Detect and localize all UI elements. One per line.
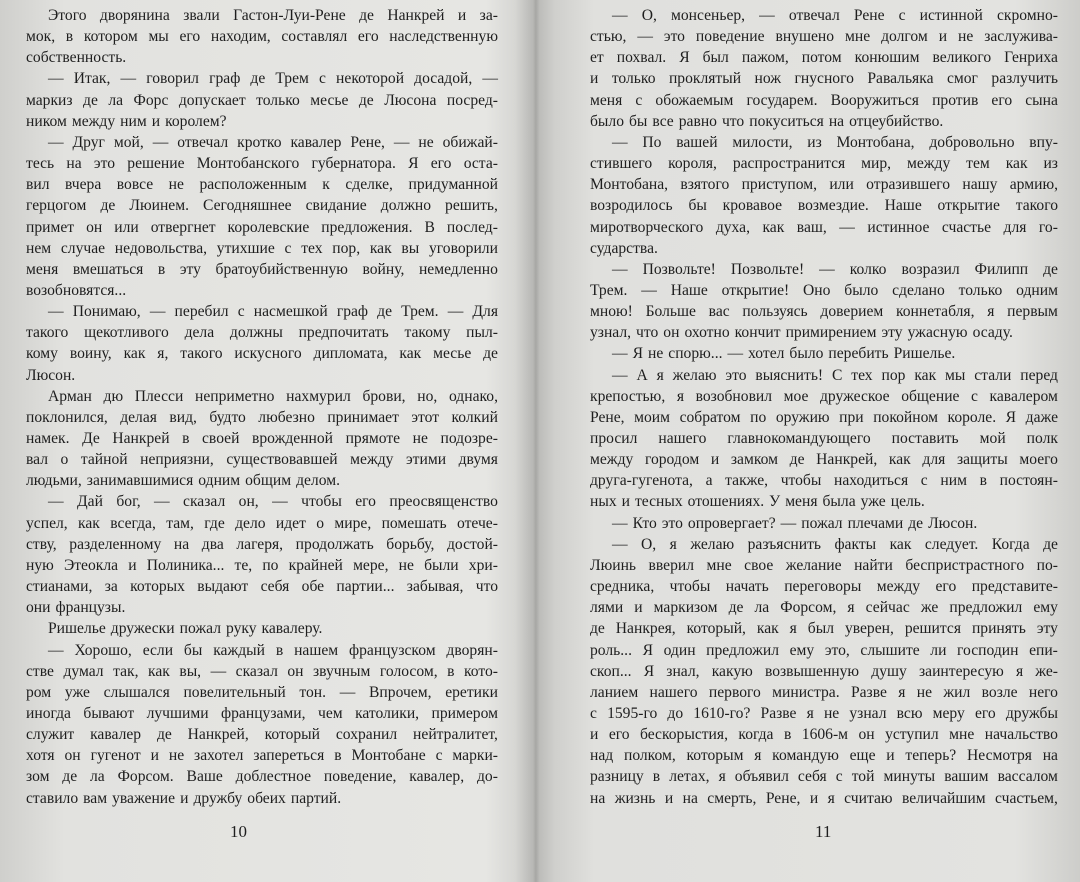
text-line: мок, в котором мы его находим, составлял его наследственную xyxy=(26,28,498,46)
text-line: герцогом де Люинем. Сегодняшнее свидание должно решить, xyxy=(26,197,498,215)
text-line: успел, как всегда, там, где дело идет о мире, помешать отече- xyxy=(26,514,498,532)
text-line: Трем. — Наше открытие! Оно было сделано только одним xyxy=(590,281,1058,299)
text-line: и только проклятый нож гнусного Равальяка смог разлучить xyxy=(590,70,1058,88)
text-line: они французы. xyxy=(26,599,126,617)
text-line: ет похвал. Я был пажом, потом конюшим великого Генриха xyxy=(590,49,1058,67)
text-line: Рене, моим собратом по оружию при покойном короле. Я даже xyxy=(590,408,1058,426)
text-line: кому воину, как я, такого искусного дипломата, как месье де xyxy=(26,345,498,363)
text-line: было бы все равно что покуситься на отцеубийство. xyxy=(590,112,944,130)
text-line: нем случае недовольства, утихшие с тех пор, как вы уговорили xyxy=(26,239,498,257)
text-line: меня вмешаться в эту братоубийственную войну, немедленно xyxy=(26,260,498,278)
page-number-left: 10 xyxy=(230,822,247,841)
text-line: скоп... Я знал, какую возвышенную душу заинтересую я же- xyxy=(590,662,1058,680)
text-line: — А я желаю это выяснить! С тех пор как мы стали перед xyxy=(612,366,1058,384)
text-line: Арман дю Плесси неприметно нахмурил брови, но, однако, xyxy=(48,387,498,405)
text-line: — Дай бог, — сказал он, — чтобы его преосвященство xyxy=(48,493,498,511)
text-line: возобновятся... xyxy=(26,281,127,299)
text-line: роль... Я один предложил ему это, слышите ли господин епи- xyxy=(590,641,1058,659)
text-line: поклонился, делая вид, будто любезно принимает этот колкий xyxy=(26,408,498,426)
text-line: возродилось бы кровавое возмездие. Наше открытие такого xyxy=(590,197,1058,215)
text-line: на жизнь и на смерть, Рене, и я считаю величайшим счастьем, xyxy=(590,789,1058,807)
text-line: ром уже слышался повелительный тон. — Впрочем, еретики xyxy=(26,683,498,701)
text-line: стью, — это поведение внушено мне долгом и не заслужива- xyxy=(590,28,1058,46)
text-line: с 1595-го до 1610-го? Разве я не узнал всю меру его дружбы xyxy=(590,704,1058,722)
text-line: Монтобана, взятого приступом, или отразившего нашу армию, xyxy=(590,176,1058,194)
text-line: ставило вам уважение и дружбу обеих партий. xyxy=(26,789,342,807)
text-line: Люсон. xyxy=(26,366,76,384)
text-line: лями и маркизом де ла Форсом, я сейчас же предложил ему xyxy=(590,599,1058,617)
text-line: хотя он гугенот и не захотел запереться в Монтобане с марки- xyxy=(26,747,498,765)
text-line: — Кто это опровергает? — пожал плечами де Люсон. xyxy=(612,514,978,532)
text-line: стианами, за которых выдают себя обе партии... забывая, что xyxy=(26,578,498,596)
text-line: — Я не спорю... — хотел было перебить Ришелье. xyxy=(612,345,956,363)
text-line: примет он или отвергнет королевские предложения. В послед- xyxy=(26,218,498,236)
text-line: иногда бывают лучшими французами, чем католики, примером xyxy=(26,704,498,722)
text-line: крепостью, я возобновил мое дружеское общение с кавалером xyxy=(590,387,1058,405)
text-line: меня с обожаемым государем. Вооружиться против его сына xyxy=(590,91,1058,109)
text-line: мною! Больше вас пользуясь доверием коннетабля, я первым xyxy=(590,303,1058,321)
text-line: Этого дворянина звали Гастон-Луи-Рене де Нанкрей и за- xyxy=(48,7,498,24)
text-line: между городом и замком де Нанкрей, как для защиты моего xyxy=(590,451,1058,469)
text-line: маркиз де ла Форс допускает только месье де Люсона посред- xyxy=(26,91,498,109)
text-line: просил нашего главнокомандующего поставить мой полк xyxy=(590,430,1058,447)
text-line: друга-гугенота, а также, чтобы находиться с ним в постоян- xyxy=(590,472,1058,490)
text-line: — Хорошо, если бы каждый в нашем французском дворян- xyxy=(48,641,498,659)
text-line: — О, монсеньер, — отвечал Рене с истинной скромно- xyxy=(612,7,1058,24)
text-line: вал о тайной неприязни, существовавшей между этими двумя xyxy=(26,451,498,469)
text-line: стившего короля, распространится мир, между тем как из xyxy=(590,155,1058,173)
text-line: вил вчера вовсе не расположенным к сделке, придуманной xyxy=(26,176,498,194)
text-line: средника, чтобы начать переговоры между его представите- xyxy=(590,578,1058,596)
text-line: миротворческого духа, как ваш, — истинное счастье для го- xyxy=(590,218,1058,236)
text-line: Ришелье дружески пожал руку кавалеру. xyxy=(48,620,323,638)
text-line: ных и тесных отошениях. У меня была уже цель. xyxy=(590,493,925,511)
text-line: ланием нашего первого министра. Разве я не жил возле него xyxy=(590,683,1058,701)
text-line: — Позвольте! Позвольте! — колко возразил Филипп де xyxy=(612,260,1058,278)
text-line: такого щекотливого дела должны предпочитать такому пыл- xyxy=(26,324,498,342)
text-line: де Нанкрея, который, как я был уверен, решится принять эту xyxy=(590,620,1058,638)
text-line: собственность. xyxy=(26,49,127,67)
text-line: узнал, что он охотно кончит примирением эту ужасную осаду. xyxy=(590,324,1013,342)
text-line: — Итак, — говорил граф де Трем с некоторой досадой, — xyxy=(48,70,498,88)
text-line: — Понимаю, — перебил с насмешкой граф де Трем. — Для xyxy=(48,303,498,321)
text-line: разницу в летах, я объявил себя с той минуты вашим вассалом xyxy=(590,768,1058,786)
text-line: ству, разделенному на два лагеря, продолжать борьбу, достой- xyxy=(26,535,498,553)
text-line: — О, я желаю разъяснить факты как следует. Когда де xyxy=(612,535,1058,553)
text-line: тесь на это решение Монтобанского губернатора. Я его оста- xyxy=(26,155,498,173)
text-line: над полком, которым я командую еще и теперь? Несмотря на xyxy=(590,747,1058,765)
text-line: ником между ним и королем? xyxy=(26,112,227,130)
text-line: намек. Де Нанкрей в своей врожденной прямоте не подозре- xyxy=(26,430,498,447)
text-line: стве думал так, как вы, — сказал он звучным голосом, в кото- xyxy=(26,662,498,680)
text-line: Люинь вверил мне свое желание найти беспристрастного по- xyxy=(590,556,1058,574)
page-number-right: 11 xyxy=(815,822,832,841)
text-line: ную Этеокла и Полиника... те, по крайней мере, не были хри- xyxy=(26,556,498,574)
book-gutter xyxy=(515,0,555,882)
text-line: и его бескорыстия, когда в 1606-м он уступил мне начальство xyxy=(590,726,1058,744)
text-line: сударства. xyxy=(590,239,658,257)
text-line: — По вашей милости, из Монтобана, добровольно впу- xyxy=(612,133,1058,151)
text-line: служит кавалер де Нанкрей, который сохранил нейтралитет, xyxy=(26,726,498,744)
text-line: зом де ла Форсом. Ваше доблестное поведение, кавалер, до- xyxy=(26,768,498,786)
text-line: людьми, занимавшимися одним общим делом. xyxy=(26,472,340,490)
text-line: — Друг мой, — отвечал кротко кавалер Рене, — не обижай- xyxy=(48,133,498,151)
